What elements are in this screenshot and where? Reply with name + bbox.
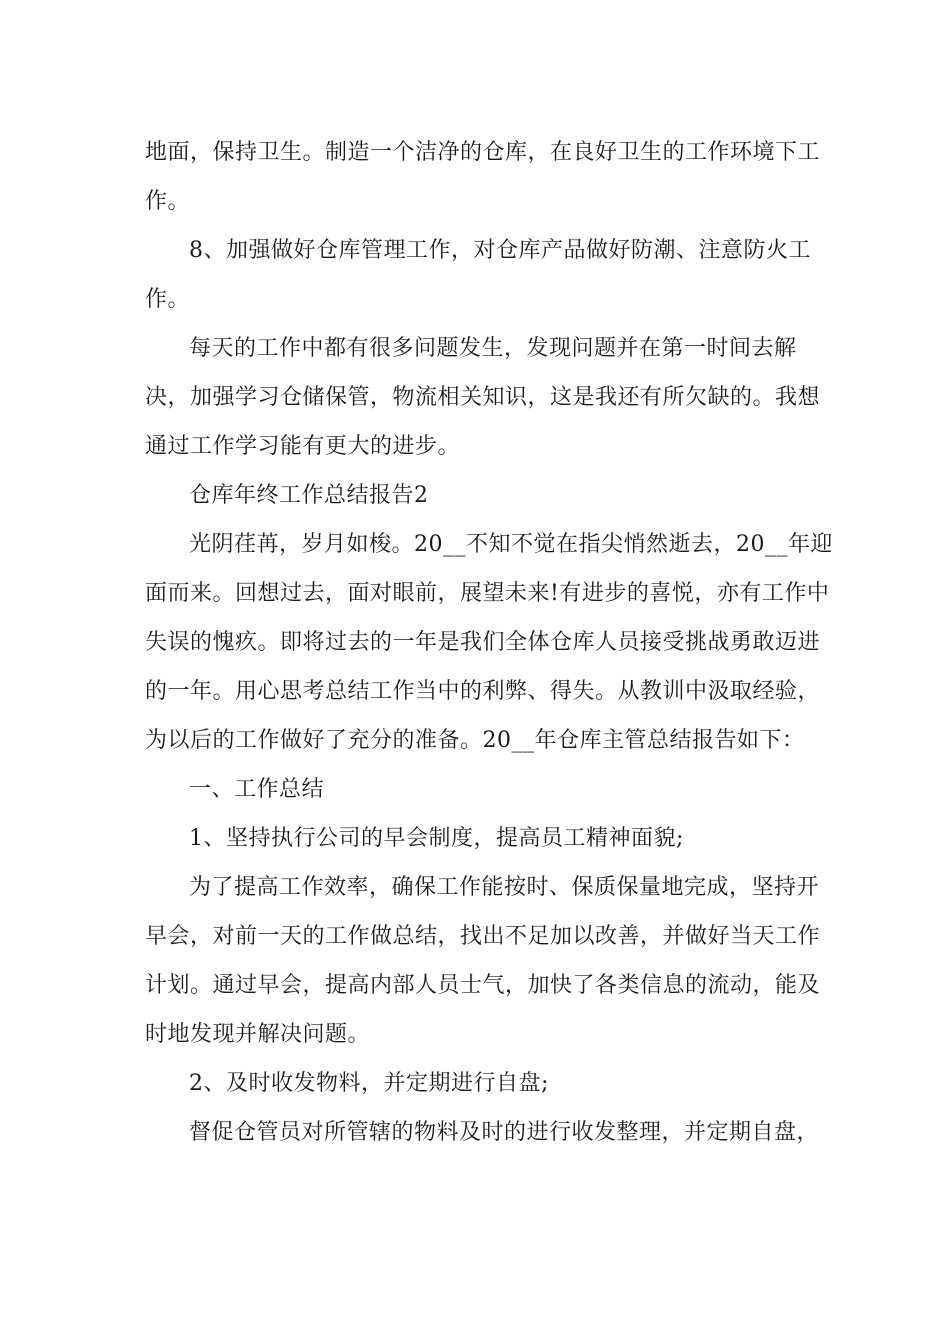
paragraph-2: 8、加强做好仓库管理工作，对仓库产品做好防潮、注意防火工作。 [145, 238, 811, 312]
paragraph-1: 地面，保持卫生。制造一个洁净的仓库，在良好卫生的工作环境下工作。 [145, 140, 821, 214]
list-item-1: 1、坚持执行公司的早会制度，提高员工精神面貌; [189, 826, 684, 851]
paragraph-5: 光阴荏苒，岁月如梭。20__不知不觉在指尖悄然逝去，20__年迎面而来。回想过去，面对眼前，展望未来!有进步的喜悦，亦有工作中失误的愧疚。即将过去的一年是我们全体仓库人员接受挑战勇敢迈进的一年。用心思考总结工作当中的利弊、得失。从教训中汲取经验，为以后的工作做好了充分的准备。20__年仓库主管总结报告如下： [145, 532, 833, 753]
section-heading-report-2: 仓库年终工作总结报告2 [189, 483, 429, 508]
list-item-2: 2、及时收发物料，并定期进行自盘; [189, 1071, 549, 1096]
paragraph-8: 为了提高工作效率，确保工作能按时、保质保量地完成，坚持开早会，对前一天的工作做总结，找出不足加以改善，并做好当天工作计划。通过早会，提高内部人员士气，加快了各类信息的流动，能及时地发现并解决问题。 [145, 875, 821, 1047]
section-heading-work-summary: 一、工作总结 [189, 777, 325, 802]
paragraph-10: 督促仓管员对所管辖的物料及时的进行收发整理，并定期自盘， [189, 1120, 820, 1145]
document-body [145, 128, 835, 1157]
paragraph-3: 每天的工作中都有很多问题发生，发现问题并在第一时间去解决，加强学习仓储保管，物流相关知识，这是我还有所欠缺的。我想通过工作学习能有更大的进步。 [145, 336, 821, 459]
